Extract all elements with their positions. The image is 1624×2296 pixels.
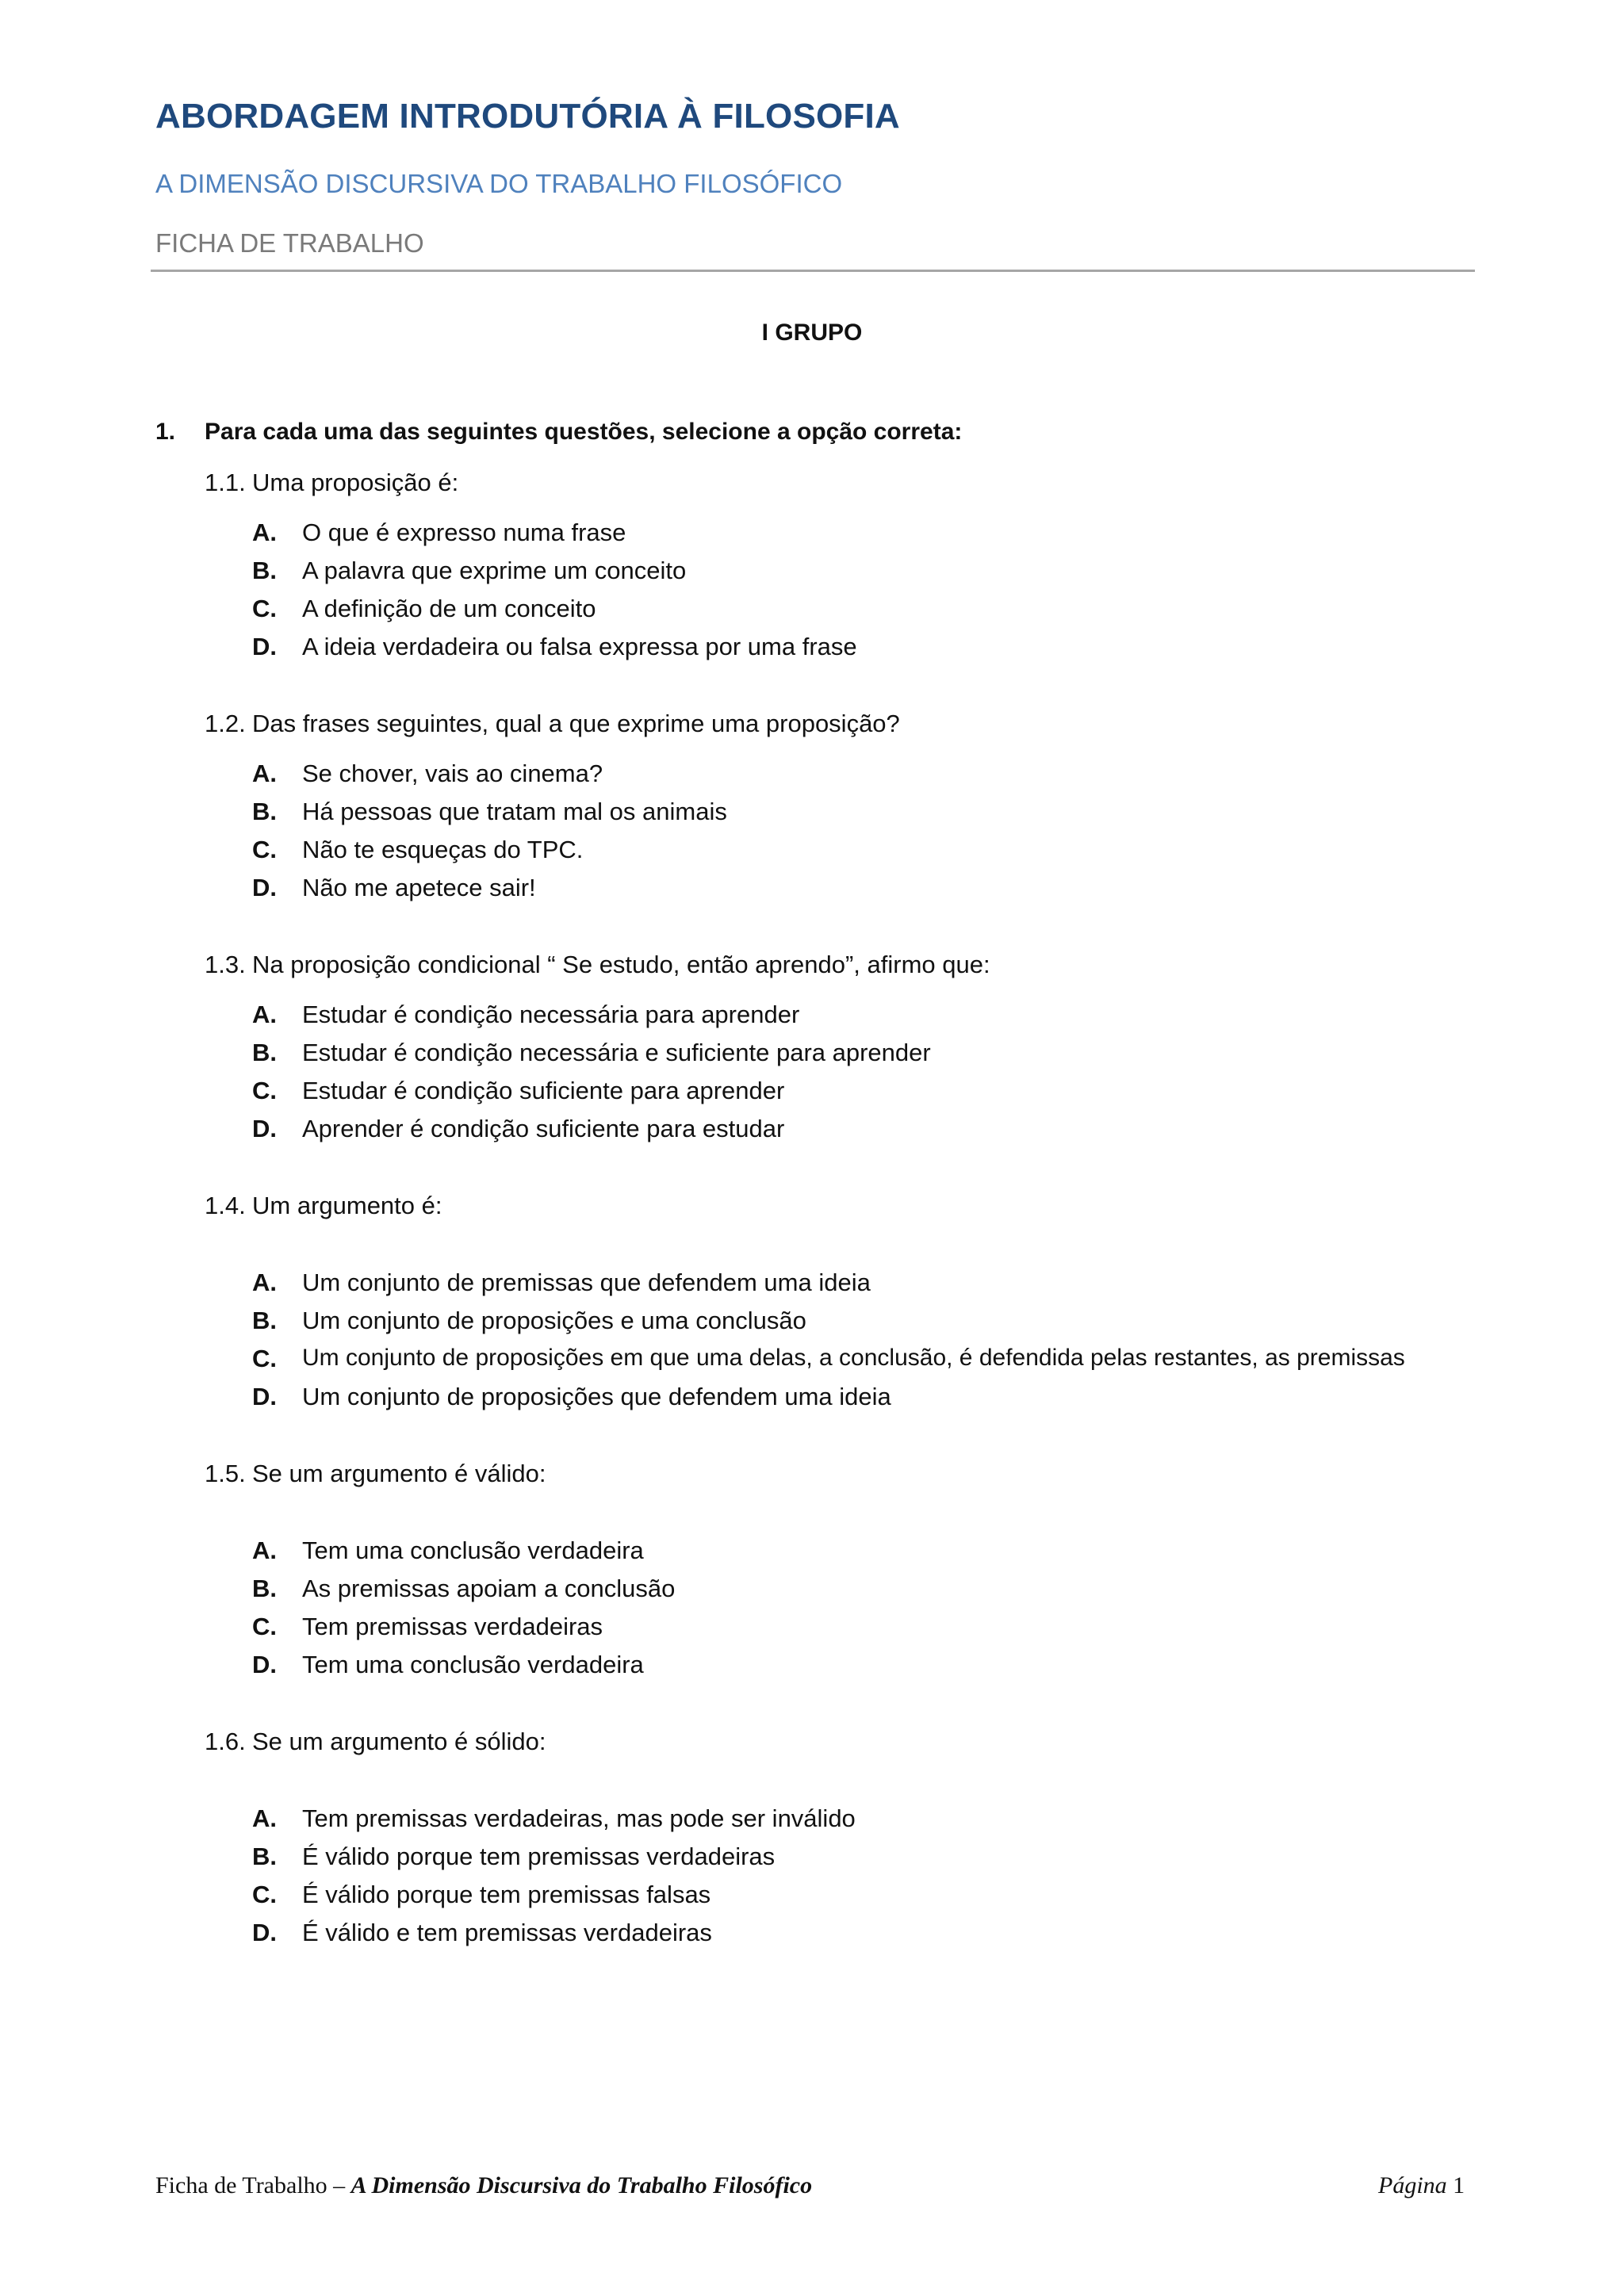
option-letter: A. (252, 1536, 277, 1564)
option-letter: A. (252, 519, 277, 546)
question-1-1 (205, 469, 458, 497)
option-letter: B. (252, 1307, 277, 1334)
question-number: 1.4. (205, 1192, 246, 1219)
option-letter: D. (252, 1651, 277, 1678)
footer-document-name: A Dimensão Discursiva do Trabalho Filosófico (350, 2172, 813, 2198)
instruction-text: Para cada uma das seguintes questões, selecione a opção correta: (205, 419, 963, 445)
instruction-number: 1. (155, 419, 176, 445)
option-text: Se chover, vais ao cinema? (302, 760, 603, 787)
option-letter: D. (252, 633, 277, 660)
question-1-3 (205, 951, 990, 979)
option-text: É válido e tem premissas verdadeiras (302, 1919, 712, 1946)
question-text: Das frases seguintes, qual a que exprime uma proposição? (252, 710, 900, 737)
option-text: É válido porque tem premissas falsas (302, 1881, 711, 1908)
option-text: É válido porque tem premissas verdadeiras (302, 1843, 776, 1870)
option-letter: C. (252, 1881, 277, 1908)
question-number: 1.6. (205, 1728, 246, 1755)
page-label: Página (1378, 2172, 1447, 2198)
option-text: Não me apetece sair! (302, 874, 536, 901)
option-text: As premissas apoiam a conclusão (302, 1575, 676, 1602)
option-letter: C. (252, 595, 277, 622)
option-text: O que é expresso numa frase (302, 519, 626, 546)
option-text: Estudar é condição suficiente para aprender (302, 1077, 785, 1104)
question-1-4 (205, 1192, 442, 1220)
option-letter: D. (252, 1115, 277, 1142)
option-text: Um conjunto de premissas que defendem uma ideia (302, 1269, 871, 1296)
option-text: Estudar é condição necessária e suficiente para aprender (302, 1039, 931, 1066)
question-number: 1.3. (205, 951, 246, 978)
option-text: A ideia verdadeira ou falsa expressa por uma frase (302, 633, 857, 660)
header-divider (151, 270, 1475, 272)
option-text: A definição de um conceito (302, 595, 596, 622)
document-title: ABORDAGEM INTRODUTÓRIA À FILOSOFIA (155, 97, 900, 136)
question-number: 1.5. (205, 1460, 246, 1487)
option-text: Não te esqueças do TPC. (302, 836, 584, 863)
option-letter: A. (252, 1804, 277, 1832)
option-text: A palavra que exprime um conceito (302, 557, 687, 584)
option-letter: C. (252, 1613, 277, 1640)
footer-title (155, 2172, 812, 2199)
question-number: 1.1. (205, 469, 246, 496)
option-text: Estudar é condição necessária para aprender (302, 1001, 800, 1028)
option-text: Tem premissas verdadeiras, mas pode ser inválido (302, 1804, 856, 1832)
option-letter: B. (252, 1039, 277, 1066)
option-letter: D. (252, 874, 277, 901)
question-text: Na proposição condicional “ Se estudo, então aprendo”, afirmo que: (252, 951, 990, 978)
option-letter: B. (252, 1575, 277, 1602)
option-letter: C. (252, 1345, 277, 1372)
page-number (1378, 2172, 1465, 2199)
option-letter: B. (252, 798, 277, 825)
option-text: Um conjunto de proposições e uma conclusão (302, 1307, 806, 1334)
group-heading: I GRUPO (761, 320, 863, 346)
footer-label: Ficha de Trabalho – (155, 2172, 351, 2198)
document-subtitle: A DIMENSÃO DISCURSIVA DO TRABALHO FILOSÓFICO (155, 169, 843, 198)
option-text: Aprender é condição suficiente para estudar (302, 1115, 785, 1142)
question-1-2 (205, 710, 900, 738)
sheet-label: FICHA DE TRABALHO (155, 228, 424, 258)
question-text: Uma proposição é: (252, 469, 459, 496)
option-text: Tem premissas verdadeiras (302, 1613, 603, 1640)
question-text: Se um argumento é válido: (252, 1460, 546, 1487)
option-text: Um conjunto de proposições que defendem uma ideia (302, 1383, 891, 1410)
option-text: Tem uma conclusão verdadeira (302, 1536, 644, 1564)
option-letter: A. (252, 1269, 277, 1296)
question-1-6 (205, 1728, 546, 1756)
option-text: Há pessoas que tratam mal os animais (302, 798, 727, 825)
option-letter: B. (252, 557, 277, 584)
option-letter: A. (252, 760, 277, 787)
question-text: Um argumento é: (252, 1192, 442, 1219)
option-text: Tem uma conclusão verdadeira (302, 1651, 644, 1678)
option-letter: D. (252, 1383, 277, 1410)
option-letter: B. (252, 1843, 277, 1870)
question-number: 1.2. (205, 710, 246, 737)
option-letter: D. (252, 1919, 277, 1946)
option-letter: A. (252, 1001, 277, 1028)
page-number-value: 1 (1453, 2172, 1465, 2198)
option-letter: C. (252, 836, 277, 863)
option-text: Um conjunto de proposições em que uma delas, a conclusão, é defendida pelas restantes, as premissas (302, 1345, 1405, 1371)
option-letter: C. (252, 1077, 277, 1104)
question-1-5 (205, 1460, 546, 1488)
question-text: Se um argumento é sólido: (252, 1728, 546, 1755)
